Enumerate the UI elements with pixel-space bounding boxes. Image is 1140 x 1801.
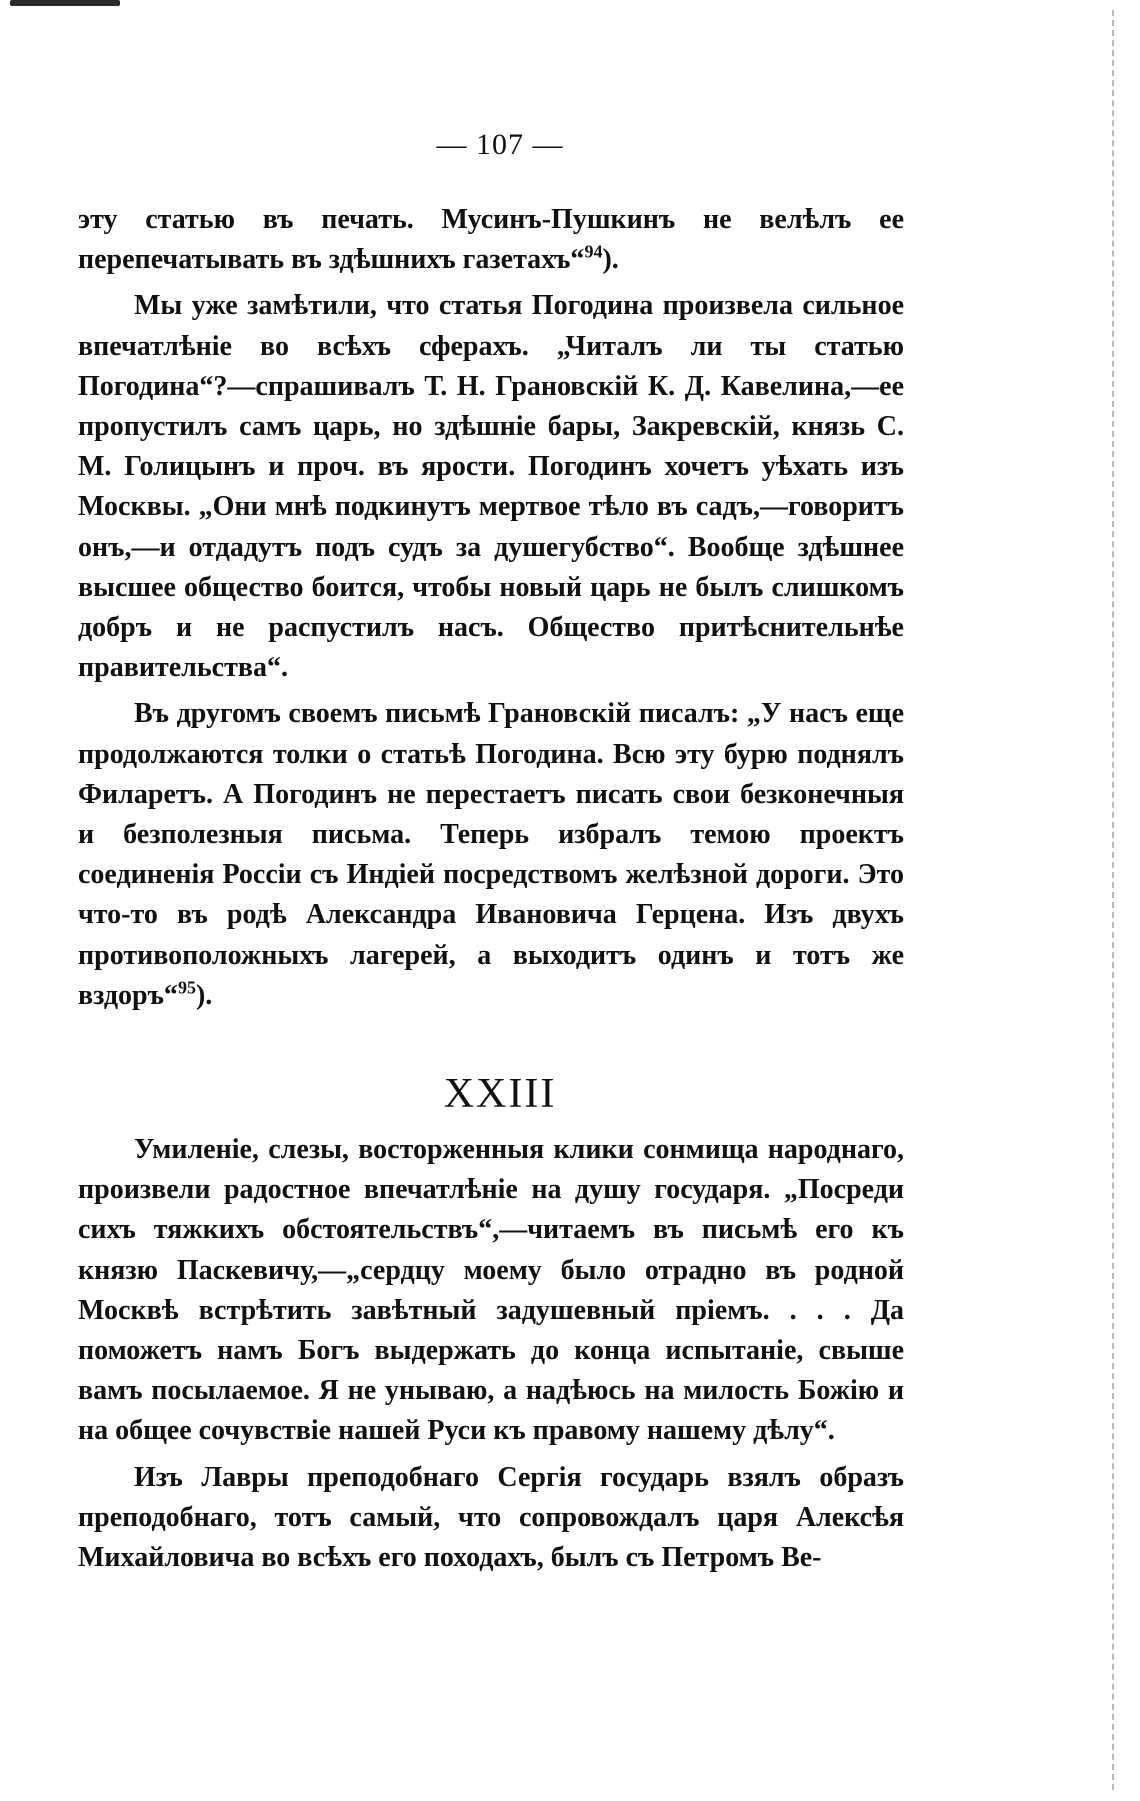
footnote-reference: 94 <box>584 241 603 262</box>
paragraph-text: эту статью въ печать. Мусинъ-Пушкинъ не велѣлъ ее перепечатывать въ здѣшнихъ газетахъ“ <box>78 204 904 276</box>
paragraph-continuation <box>78 200 904 280</box>
footnote-reference: 95 <box>177 977 196 998</box>
footnote-close: ). <box>195 979 213 1011</box>
text-section-before-chapter <box>78 200 904 1016</box>
paragraph <box>78 1458 904 1579</box>
paragraph <box>78 1130 904 1452</box>
paragraph <box>78 286 904 688</box>
paragraph-text: Въ другомъ своемъ письмѣ Грановскій писалъ: „У насъ еще продолжаются толки о статьѣ Погодина. Всю эту бурю поднялъ Филаретъ. А Погодинъ не перестаетъ писать свои безконечныя и безполезныя письма. Теперь избралъ темою проектъ соединенія Россіи съ Индіей посредствомъ желѣзной дороги. Это что-то въ родѣ Александра Ивановича Герцена. Изъ двухъ противоположныхъ лагерей, а выходитъ одинъ и тотъ же вздоръ“ <box>78 698 904 1011</box>
paragraph-text: Умиленіе, слезы, восторженныя клики сонмища народнаго, произвели радостное впечатлѣніе на душу государя. „Посреди сихъ тяжкихъ обстоятельствъ“,—читаемъ въ письмѣ его къ князю Паскевичу,—„сердцу моему было отрадно въ родной Москвѣ встрѣтить завѣтный задушевный пріемъ. . . . Да поможетъ намъ Богъ выдержать до конца испытаніе, свыше вамъ посылаемое. Я не унываю, а надѣюсь на милость Божію и на общее сочувствіе нашей Руси къ правому нашему дѣлу“. <box>78 1134 904 1447</box>
footnote-close: ). <box>602 244 619 276</box>
paragraph <box>78 694 904 1016</box>
top-edge-scan-mark <box>10 0 120 6</box>
page-edge-rule <box>1112 10 1114 1790</box>
paragraph-text: Мы уже замѣтили, что статья Погодина произвела сильное впечатлѣніе во всѣхъ сферахъ. „Читалъ ли ты статью Погодина“?—спрашивалъ Т. Н. Грановскій К. Д. Кавелина,—ее пропустилъ самъ царь, но здѣшніе бары, Закревскій, князь С. М. Голицынъ и проч. въ ярости. Погодинъ хочетъ уѣхать изъ Москвы. „Они мнѣ подкинутъ мертвое тѣло въ садъ,—говоритъ онъ,—и отдадутъ подъ судъ за душегубство“. Вообще здѣшнее высшее общество боится, чтобы новый царь не былъ слишкомъ добръ и не распустилъ насъ. Общество притѣснительнѣе правительства“. <box>78 290 904 684</box>
text-section-after-chapter <box>78 1130 904 1578</box>
chapter-heading: XXIII <box>443 1071 557 1117</box>
page-number: — 107 — <box>436 128 564 161</box>
paragraph-text: Изъ Лавры преподобнаго Сергія государь взялъ образъ преподобнаго, тотъ самый, что сопровождалъ царя Алексѣя Михайловича во всѣхъ его походахъ, былъ съ Петромъ Ве- <box>78 1461 904 1574</box>
